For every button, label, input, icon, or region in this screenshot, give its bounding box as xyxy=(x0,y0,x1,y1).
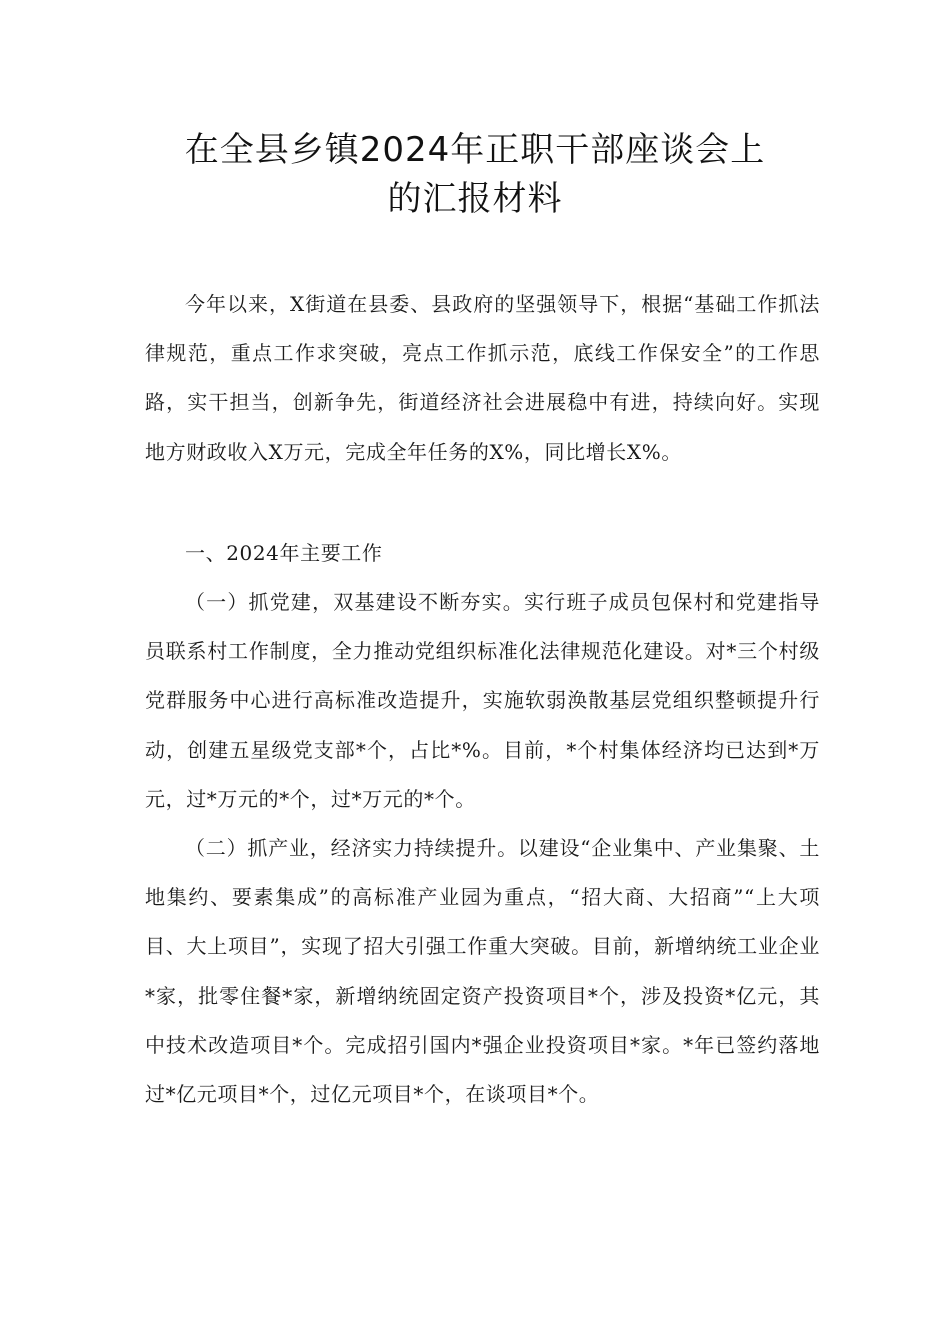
title-line-1: 在全县乡镇2024年正职干部座谈会上 xyxy=(184,130,766,170)
intro-paragraph: 今年以来，X街道在县委、县政府的坚强领导下，根据“基础工作抓法律规范，重点工作求突破，亮点工作抓示范，底线工作保安全”的工作思路，实干担当，创新争先，街道经济社会进展稳中有进，持续向好。实现地方财政收入X万元，完成全年任务的X%，同比增长X%。 xyxy=(145,292,820,464)
document-title xyxy=(0,126,950,224)
document-body xyxy=(145,280,820,1119)
item-paragraph-1: （一）抓党建，双基建设不断夯实。实行班子成员包保村和党建指导员联系村工作制度，全力推动党组织标准化法律规范化建设。对*三个村级党群服务中心进行高标准改造提升，实施软弱涣散基层党组织整顿提升行动，创建五星级党支部*个，占比*%。目前，*个村集体经济均已达到*万元，过*万元的*个，过*万元的*个。 xyxy=(145,590,820,811)
paragraph-gap xyxy=(145,477,820,529)
title-line-2: 的汇报材料 xyxy=(387,179,563,219)
section-heading: 一、2024年主要工作 xyxy=(185,540,383,565)
item-paragraph-2: （二）抓产业，经济实力持续提升。以建设“企业集中、产业集聚、土地集约、要素集成”的高标准产业园为重点，“招大商、大招商”“上大项目、大上项目”，实现了招大引强工作重大突破。目前，新增纳统工业企业*家，批零住餐*家，新增纳统固定资产投资项目*个，涉及投资*亿元，其中技术改造项目*个。完成招引国内*强企业投资项目*家。*年已签约落地过*亿元项目*个，过亿元项目*个，在谈项目*个。 xyxy=(145,836,820,1107)
